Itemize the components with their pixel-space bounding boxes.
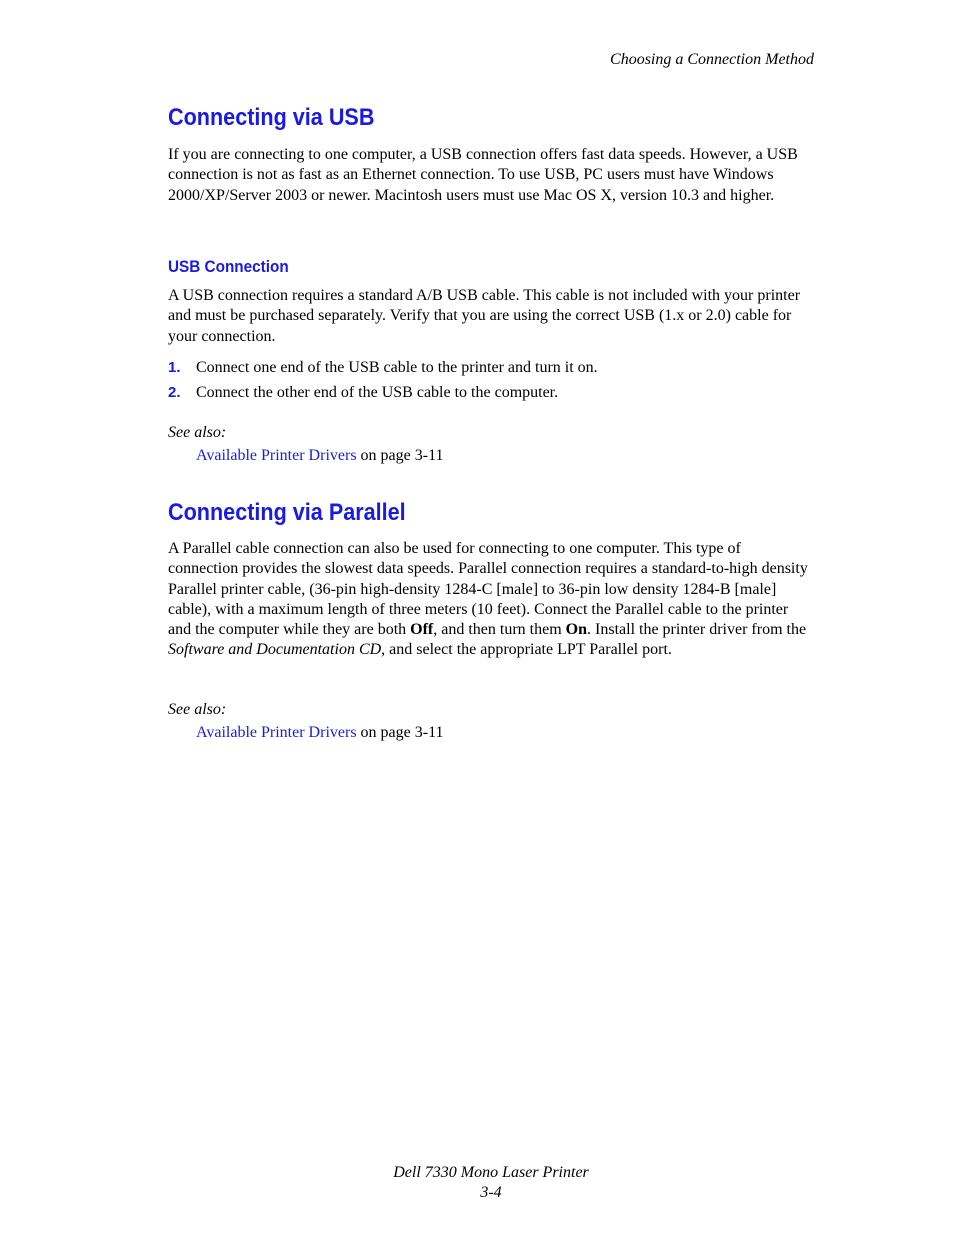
running-header: Choosing a Connection Method (610, 51, 814, 68)
page-footer (0, 1163, 954, 1203)
parallel-text-4: , and select the appropriate LPT Parallel port. (381, 641, 672, 659)
xref-page-suffix: on page 3-11 (356, 447, 444, 464)
parallel-bold-off: Off (410, 621, 434, 639)
step-text: Connect the other end of the USB cable to the computer. (196, 384, 559, 401)
see-also-reference (196, 447, 443, 465)
footer-page-number: 3-4 (480, 1184, 502, 1201)
step-text: Connect one end of the USB cable to the printer and turn it on. (196, 359, 598, 376)
see-also-label: See also: (168, 424, 227, 441)
parallel-text-2: , and then turn them (433, 621, 566, 639)
footer-product-name: Dell 7330 Mono Laser Printer (393, 1164, 589, 1181)
parallel-text-1: A Parallel cable connection can also be used for connecting to one computer. This type of connection provides the slowest data speeds. Parallel connection requires a standard-to-high density Parallel printer cable, (36-pin high-density 1284-C [male] to 36-pin low density 1284-B [male] cable), with a maximum length of three meters (10 feet). Connect the Parallel cable to the printer and the computer while they are both (168, 540, 808, 639)
parallel-text-3: . Install the printer driver from the (587, 621, 807, 639)
step-number: 1. (168, 359, 181, 376)
see-also-reference (196, 724, 443, 742)
step-number: 2. (168, 384, 181, 401)
parallel-italic-cd-title: Software and Documentation CD (168, 641, 382, 659)
section-heading-parallel: Connecting via Parallel (168, 499, 406, 526)
xref-page-suffix: on page 3-11 (356, 724, 444, 741)
section-heading-usb: Connecting via USB (168, 104, 375, 131)
xref-link-available-printer-drivers[interactable]: Available Printer Drivers (196, 447, 357, 464)
parallel-bold-on: On (565, 621, 588, 639)
usb-intro-paragraph: If you are connecting to one computer, a USB connection offers fast data speeds. However, a USB connection is not as fast as an Ethernet connection. To use USB, PC users must have Windows 2000/XP/Server 2003 or newer. Macintosh users must use Mac OS X, version 10.3 and higher. (168, 146, 798, 204)
usb-connection-paragraph: A USB connection requires a standard A/B USB cable. This cable is not included with your printer and must be purchased separately. Verify that you are using the correct USB (1.x or 2.0) cable for your connection. (168, 287, 801, 345)
xref-link-available-printer-drivers[interactable]: Available Printer Drivers (196, 724, 357, 741)
subheading-usb-connection: USB Connection (168, 257, 289, 276)
parallel-paragraph (168, 539, 813, 661)
see-also-label: See also: (168, 701, 227, 718)
